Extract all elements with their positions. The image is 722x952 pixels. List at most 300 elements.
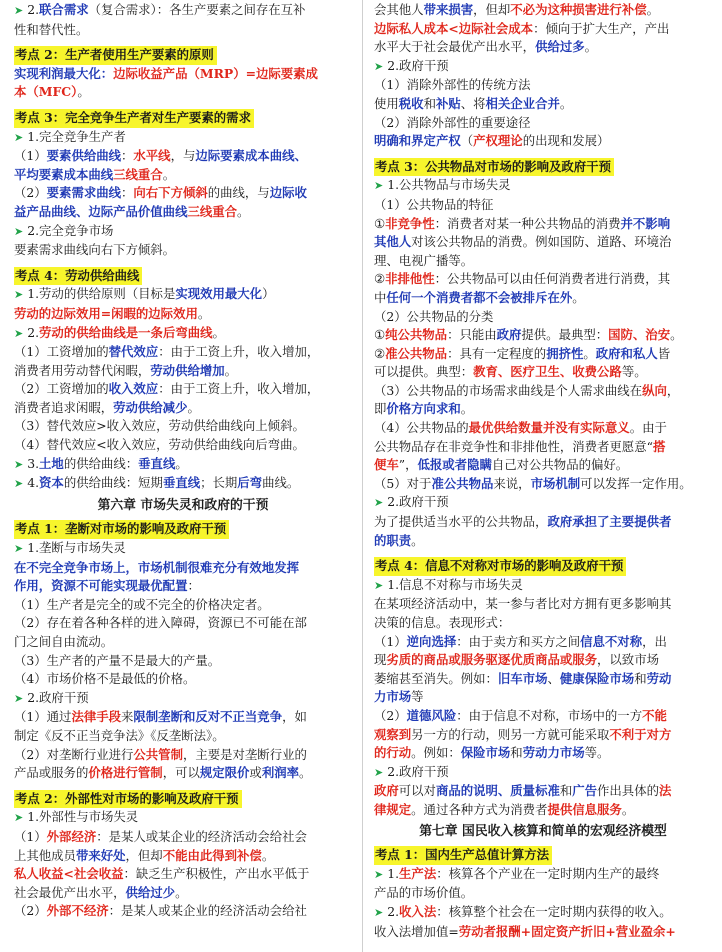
body-text: ② — [374, 345, 386, 361]
text-line — [14, 21, 352, 40]
text-line — [374, 576, 712, 596]
emphasis-text: 带来损害 — [423, 2, 474, 17]
text-line — [374, 651, 712, 670]
body-text: ） — [262, 286, 275, 302]
text-line — [374, 289, 712, 308]
text-line — [14, 577, 352, 596]
text-line — [14, 222, 352, 242]
body-text: 现 — [374, 652, 387, 668]
body-text: ，但却 — [473, 2, 511, 17]
body-text: 另一方的行动，则另一方就可能采取 — [411, 726, 610, 742]
text-line — [374, 865, 712, 885]
emphasis-text: 限制垄断和反对不正当竞争 — [133, 709, 283, 725]
body-text: 在某项经济活动中，某一参与者比对方拥有更多影响其 — [374, 596, 672, 612]
emphasis-text: 任何一个消费者都不会被排斥在外 — [386, 289, 573, 305]
body-text: 。 — [583, 345, 596, 361]
section-heading-row — [14, 109, 352, 128]
text-line — [14, 633, 352, 652]
text-line — [374, 614, 712, 633]
body-text: 社会最优产出水平， — [14, 884, 126, 900]
emphasis-text: 公共管制 — [133, 746, 183, 762]
bullet-arrow-icon: ➤ — [374, 179, 384, 193]
emphasis-text: 后弯 — [237, 475, 263, 491]
emphasis-text: 广告 — [572, 783, 598, 799]
body-text: ：缺乏生产积极性，产出水平低于 — [123, 866, 310, 882]
body-text: ：公共物品可以由任何消费者进行消费，其 — [434, 271, 671, 287]
body-text: （5）对于 — [374, 475, 432, 491]
body-text: 可以提供。典型： — [374, 364, 474, 380]
body-text: 中 — [374, 289, 387, 305]
emphasis-text: 国防、治安 — [608, 327, 671, 343]
emphasis-text: 劳动者报酬+固定资产折旧+营业盈余+ — [458, 923, 676, 939]
body-text: ： — [121, 185, 134, 201]
body-text: ，与 — [170, 148, 196, 164]
text-line — [14, 455, 352, 475]
body-text: 1.劳动的供给原则（目标是 — [27, 286, 176, 302]
text-line — [374, 923, 712, 942]
body-text: 。 — [77, 84, 90, 100]
emphasis-text: 劳动 — [646, 670, 672, 686]
emphasis-text: 明确和界定产权 — [374, 133, 461, 149]
emphasis-text: 准公共物品 — [385, 345, 448, 361]
body-text: 可以对 — [398, 783, 436, 799]
body-text: 。 — [197, 305, 211, 321]
body-text: 。 — [584, 39, 598, 55]
emphasis-text: 边际要素成本曲线、 — [195, 148, 307, 164]
emphasis-text: 最优供给数量并没有实际意义 — [468, 420, 630, 436]
body-text: 3. — [27, 455, 40, 471]
text-line — [14, 746, 352, 765]
text-line — [14, 652, 352, 671]
left-column — [14, 1, 352, 921]
emphasis-text: 外部不经济 — [46, 903, 109, 919]
text-line — [14, 884, 352, 903]
spacer — [374, 151, 712, 158]
body-text: 可以发挥一定作用。 — [580, 475, 692, 491]
body-text: ，如 — [282, 709, 307, 725]
body-text: ： — [187, 578, 200, 594]
body-text: 即 — [374, 401, 387, 417]
section-heading-row — [14, 520, 352, 539]
body-text: 收入法增加值= — [374, 923, 459, 939]
text-line — [14, 343, 352, 362]
body-text: （1）消除外部性的传统方法 — [374, 77, 531, 93]
body-text: ： — [121, 148, 134, 164]
body-text: 。 — [224, 362, 238, 378]
body-text: ：核算各个产业在一定时期内生产的最终 — [436, 865, 660, 881]
bullet-arrow-icon: ➤ — [374, 867, 384, 881]
spacer — [14, 102, 352, 109]
body-text: （2） — [14, 185, 47, 201]
emphasis-text: 政府承担了主要提供者 — [547, 514, 672, 530]
text-line — [14, 436, 352, 455]
text-line — [374, 400, 712, 419]
text-line — [14, 1, 352, 21]
text-line — [374, 233, 712, 252]
body-text: 等。 — [584, 745, 610, 761]
text-line — [374, 363, 712, 382]
text-line — [14, 380, 352, 399]
emphasis-text: 逆向选择 — [406, 633, 457, 649]
body-text: （1）通过 — [14, 709, 72, 725]
chapter-title: 第六章 市场失灵和政府的干预 — [97, 497, 269, 513]
body-text: （2）对垄断行业进行 — [14, 746, 134, 762]
text-line — [374, 801, 712, 820]
text-line — [374, 345, 712, 364]
body-text: 。 — [261, 847, 275, 863]
body-text: 1.公共物品与市场失灵 — [387, 177, 511, 193]
body-text: （2）消除外部性的重要途径 — [374, 114, 531, 130]
body-text: 会其他人 — [374, 2, 424, 17]
emphasis-text: 水平线 — [133, 148, 171, 164]
body-text: ：由于工资上升，收入增加， — [158, 381, 320, 397]
text-line — [374, 215, 712, 234]
emphasis-text: 价格方向求和 — [386, 401, 461, 417]
emphasis-text: 便车 — [374, 457, 399, 473]
text-line — [374, 475, 712, 494]
text-line — [14, 474, 352, 494]
emphasis-text: 要素供给曲线 — [46, 148, 122, 164]
body-text: ，出 — [642, 633, 667, 649]
bullet-arrow-icon: ➤ — [14, 457, 24, 471]
emphasis-text: 非竞争性 — [385, 215, 435, 231]
body-text: 为了提供适当水平的公共物品， — [374, 514, 548, 530]
body-text: 的供给曲线：短期 — [63, 475, 163, 491]
text-line — [374, 763, 712, 783]
text-line — [14, 539, 352, 559]
section-heading-row — [14, 790, 352, 809]
body-text: 消费者用劳动替代闲暇， — [14, 362, 151, 378]
text-line — [374, 688, 712, 707]
body-text: ，可以 — [162, 765, 200, 781]
emphasis-text: 不能 — [642, 707, 667, 723]
emphasis-text: 劣质的商品或服务驱逐优质商品或服务 — [386, 652, 598, 668]
text-line — [14, 128, 352, 148]
body-text: 4. — [27, 475, 40, 491]
body-text: （2） — [14, 903, 47, 919]
emphasis-text: 实现效用最大化 — [175, 286, 263, 302]
section-heading-row — [374, 846, 712, 865]
emphasis-text: 供给过多 — [535, 39, 585, 55]
text-line — [14, 596, 352, 615]
body-text: ：核算整个社会在一定时期内获得的收入。 — [436, 903, 672, 919]
text-line — [374, 670, 712, 689]
emphasis-text: 价格进行管制 — [88, 765, 163, 781]
body-text: 的曲线，与 — [207, 185, 270, 201]
text-line — [374, 196, 712, 215]
text-line — [14, 689, 352, 709]
emphasis-text: 信息不对称 — [580, 633, 643, 649]
text-line — [374, 903, 712, 923]
body-text: 和 — [559, 783, 573, 799]
body-text: （1）公共物品的特征 — [374, 196, 494, 212]
body-text: ：倾向于扩大生产，产出 — [533, 20, 670, 36]
text-line — [374, 744, 712, 763]
emphasis-text: 纵向 — [642, 382, 667, 398]
bullet-arrow-icon: ➤ — [374, 905, 384, 919]
text-line — [374, 132, 712, 151]
body-text: （2）工资增加的 — [14, 381, 109, 397]
text-line — [374, 633, 712, 652]
text-line — [14, 865, 352, 884]
emphasis-text: 实现利润最大化： — [14, 65, 114, 81]
body-text: 或 — [249, 765, 262, 781]
emphasis-text: 律规定 — [374, 801, 412, 817]
emphasis-text: 土地 — [39, 455, 64, 471]
emphasis-text: 替代效应 — [108, 344, 159, 360]
emphasis-text: 力市场 — [374, 689, 412, 705]
body-text: 和 — [634, 670, 647, 686]
emphasis-text: 不利于对方 — [609, 726, 672, 742]
text-line — [14, 147, 352, 166]
body-text: 。 — [187, 399, 200, 415]
body-text: ：具有一定程度的 — [447, 345, 547, 361]
emphasis-text: 私人收益<社会收益 — [14, 866, 124, 882]
emphasis-text: 准公共物品 — [431, 475, 494, 491]
emphasis-text: 商品的说明、质量标准 — [435, 783, 560, 799]
body-text: ”， — [398, 457, 418, 473]
section-heading: 考点 3：公共物品对市场的影响及政府干预 — [374, 158, 614, 177]
emphasis-text: 提供信息服务 — [547, 801, 622, 817]
body-text: ， — [666, 382, 680, 398]
body-text: 产品或服务的 — [14, 765, 89, 781]
spacer — [374, 550, 712, 557]
text-line — [374, 308, 712, 327]
text-line — [14, 828, 352, 847]
body-text: 。 — [212, 324, 225, 340]
text-line — [374, 726, 712, 745]
body-text: 和 — [510, 745, 523, 761]
emphasis-text: 垂直线 — [138, 455, 176, 471]
emphasis-text: 联合需求 — [39, 2, 89, 17]
body-text: ：消费者对某一种公共物品的消费 — [434, 215, 621, 231]
body-text: 。 — [621, 801, 635, 817]
emphasis-text: 劳动力市场 — [522, 745, 585, 761]
spacer — [14, 39, 352, 46]
body-text: 2.完全竞争市场 — [27, 222, 114, 238]
text-line — [374, 57, 712, 77]
text-line — [374, 884, 712, 903]
body-text: 。 — [572, 289, 585, 305]
body-text: 作出具体的 — [597, 783, 659, 799]
body-text: （3）替代效应>收入效应，劳动供给曲线向上倾斜。 — [14, 418, 305, 434]
emphasis-text: 产权理论 — [473, 133, 523, 149]
body-text: 1.垄断与市场失灵 — [27, 540, 126, 556]
body-text: （1）工资增加的 — [14, 344, 109, 360]
text-line — [374, 326, 712, 345]
text-line — [374, 270, 712, 289]
text-line — [374, 114, 712, 133]
text-line — [14, 285, 352, 305]
emphasis-text: 边际收 — [269, 185, 307, 201]
body-text: 1.完全竞争生产者 — [27, 128, 126, 144]
body-text: 。 — [237, 203, 250, 219]
body-text: （4）公共物品的 — [374, 420, 469, 436]
body-text: ：由于工资上升，收入增加， — [158, 344, 320, 360]
section-heading: 考点 2：生产者使用生产要素的原则 — [14, 46, 217, 65]
body-text: （2）存在着各种各样的进入障碍，资源已不可能在部 — [14, 615, 307, 631]
body-text: （ — [460, 133, 474, 149]
body-text: 2. — [27, 324, 40, 340]
section-heading: 考点 2：外部性对市场的影响及政府干预 — [14, 790, 242, 809]
section-heading: 考点 4：劳动供给曲线 — [14, 267, 142, 286]
body-text: （1） — [374, 633, 407, 649]
bullet-arrow-icon: ➤ — [14, 542, 24, 556]
body-text: 1.信息不对称与市场失灵 — [387, 576, 523, 592]
text-line — [14, 324, 352, 344]
emphasis-text: 本（MFC） — [14, 84, 78, 100]
emphasis-text: 其他人 — [374, 234, 412, 250]
section-heading: 考点 3：完全竞争生产者对生产要素的需求 — [14, 109, 254, 128]
emphasis-text: 不能由此得到补偿 — [162, 847, 262, 863]
emphasis-text: 拥挤性 — [546, 345, 584, 361]
emphasis-text: 相关企业合并 — [485, 95, 560, 111]
emphasis-text: 法 — [658, 783, 672, 799]
body-text: 2. — [387, 903, 400, 919]
text-line — [374, 176, 712, 196]
section-heading: 考点 4：信息不对称对市场的影响及政府干预 — [374, 557, 626, 576]
bullet-arrow-icon: ➤ — [14, 691, 24, 705]
emphasis-text: 规定限价 — [199, 765, 250, 781]
body-text: 萎缩甚至消失。例如： — [374, 670, 498, 686]
body-text: （2）公共物品的分类 — [374, 308, 494, 324]
body-text: 。通过各种方式为消费者 — [411, 801, 548, 817]
body-text: 。 — [411, 532, 424, 548]
emphasis-text: 政府和私人 — [595, 345, 658, 361]
body-text: ，以致市场 — [597, 652, 659, 668]
text-line — [14, 614, 352, 633]
bullet-arrow-icon: ➤ — [374, 765, 384, 779]
text-line — [14, 559, 352, 578]
text-line — [374, 382, 712, 401]
bullet-arrow-icon: ➤ — [14, 130, 24, 144]
emphasis-text: 劳动供给减少 — [113, 399, 188, 415]
text-line — [374, 20, 712, 39]
section-heading-row — [374, 557, 712, 576]
emphasis-text: 带来好处 — [75, 847, 126, 863]
spacer — [14, 260, 352, 267]
bullet-arrow-icon: ➤ — [374, 496, 384, 510]
emphasis-text: 益产品曲线、边际产品价值曲线 — [14, 203, 188, 219]
body-text: 2.政府干预 — [387, 494, 449, 510]
body-text: 来说， — [493, 475, 531, 491]
text-line — [374, 595, 712, 614]
emphasis-text: 低报或者隐瞒 — [417, 457, 492, 473]
text-line — [14, 808, 352, 828]
body-text: 2.政府干预 — [27, 689, 89, 705]
section-heading-row — [374, 158, 712, 177]
body-text: 皆 — [657, 345, 671, 361]
body-text: 。例如： — [411, 745, 461, 761]
body-text: ① — [374, 327, 386, 343]
text-line — [374, 513, 712, 532]
emphasis-text: 边际收益产品（MRP）=边际要素成 — [113, 65, 318, 81]
bullet-arrow-icon: ➤ — [374, 578, 384, 592]
bullet-arrow-icon: ➤ — [14, 288, 24, 302]
emphasis-text: 不必为这种损害进行补偿 — [510, 2, 647, 17]
spacer — [14, 783, 352, 790]
body-text: 2.政府干预 — [387, 763, 449, 779]
emphasis-text: 供给过少 — [125, 884, 176, 900]
body-text: 。 — [559, 95, 573, 111]
emphasis-text: 外部经济 — [46, 828, 97, 844]
emphasis-text: 的行动 — [374, 745, 412, 761]
body-text: （1） — [14, 828, 47, 844]
body-text: 1.外部性与市场失灵 — [27, 809, 139, 825]
body-text: ：由于卖方和买方之间 — [456, 633, 581, 649]
emphasis-text: 政府 — [374, 783, 399, 799]
text-line — [14, 203, 352, 222]
emphasis-text: 健康保险市场 — [559, 670, 635, 686]
emphasis-text: 纯公共物品 — [385, 327, 448, 343]
body-text: 决策的信息。表现形式： — [374, 615, 511, 630]
body-text: 2. — [27, 2, 40, 17]
chapter-title: 第七章 国民收入核算和简单的宏观经济模型 — [419, 823, 667, 839]
emphasis-text: 旧车市场 — [497, 670, 548, 686]
text-line — [14, 764, 352, 783]
text-line — [374, 1, 712, 20]
emphasis-text: 在不完全竞争市场上，市场机制很难充分有效地发挥 — [14, 559, 299, 575]
text-line — [14, 305, 352, 324]
body-text: 制定《反不正当竞争法》《反垄断法》。 — [14, 727, 225, 743]
emphasis-text: 平均要素成本曲线 — [14, 166, 114, 182]
emphasis-text: 观察到 — [374, 726, 412, 742]
body-text: 1. — [387, 865, 400, 881]
emphasis-text: 市场机制 — [530, 475, 581, 491]
body-text: 水平大于社会最优产出水平， — [374, 39, 536, 55]
emphasis-text: 法律手段 — [71, 709, 122, 725]
emphasis-text: 要素需求曲线 — [46, 185, 122, 201]
text-line — [374, 252, 712, 271]
body-text: 使用 — [374, 95, 399, 111]
body-text: 性和替代性。 — [14, 21, 89, 37]
text-line — [14, 708, 352, 727]
emphasis-text: 向右下方倾斜 — [133, 185, 208, 201]
body-text: 公共物品存在非竞争性和非排他性，消费者更愿意“ — [374, 438, 653, 454]
text-line — [14, 166, 352, 185]
body-text: 和 — [423, 95, 436, 111]
emphasis-text: 并不影响 — [620, 215, 671, 231]
text-line — [374, 76, 712, 95]
emphasis-text: 道德风险 — [406, 707, 457, 723]
text-line — [14, 902, 352, 921]
body-text: （4）市场价格不是最低的价格。 — [14, 671, 196, 687]
emphasis-text: 劳动的供给曲线是一条后弯曲线 — [39, 324, 213, 340]
body-text: 曲线。 — [262, 475, 300, 491]
body-text: ：只能由 — [447, 327, 497, 343]
bullet-arrow-icon: ➤ — [14, 224, 24, 238]
body-text: 门之间自由流动。 — [14, 634, 114, 649]
body-text: 、 — [547, 670, 560, 686]
body-text: 2.政府干预 — [387, 57, 449, 73]
body-text: 的供给曲线： — [63, 455, 139, 471]
bullet-arrow-icon: ➤ — [14, 811, 24, 825]
emphasis-text: 补贴 — [435, 95, 461, 111]
text-line — [14, 241, 352, 260]
body-text: 、将 — [460, 95, 486, 111]
section-heading-row — [14, 46, 352, 65]
emphasis-text: 利润率 — [261, 765, 299, 781]
body-text: 等。 — [621, 364, 647, 380]
body-text: （1） — [14, 148, 47, 164]
text-line — [374, 782, 712, 801]
body-text: 等 — [411, 689, 424, 705]
text-line — [14, 847, 352, 866]
body-text: 自己对公共物品的偏好。 — [491, 457, 629, 473]
body-text: 来 — [121, 709, 134, 725]
body-text: ；长期 — [200, 475, 238, 491]
body-text: ：是某人或某企业的经济活动会给社 — [108, 903, 307, 919]
